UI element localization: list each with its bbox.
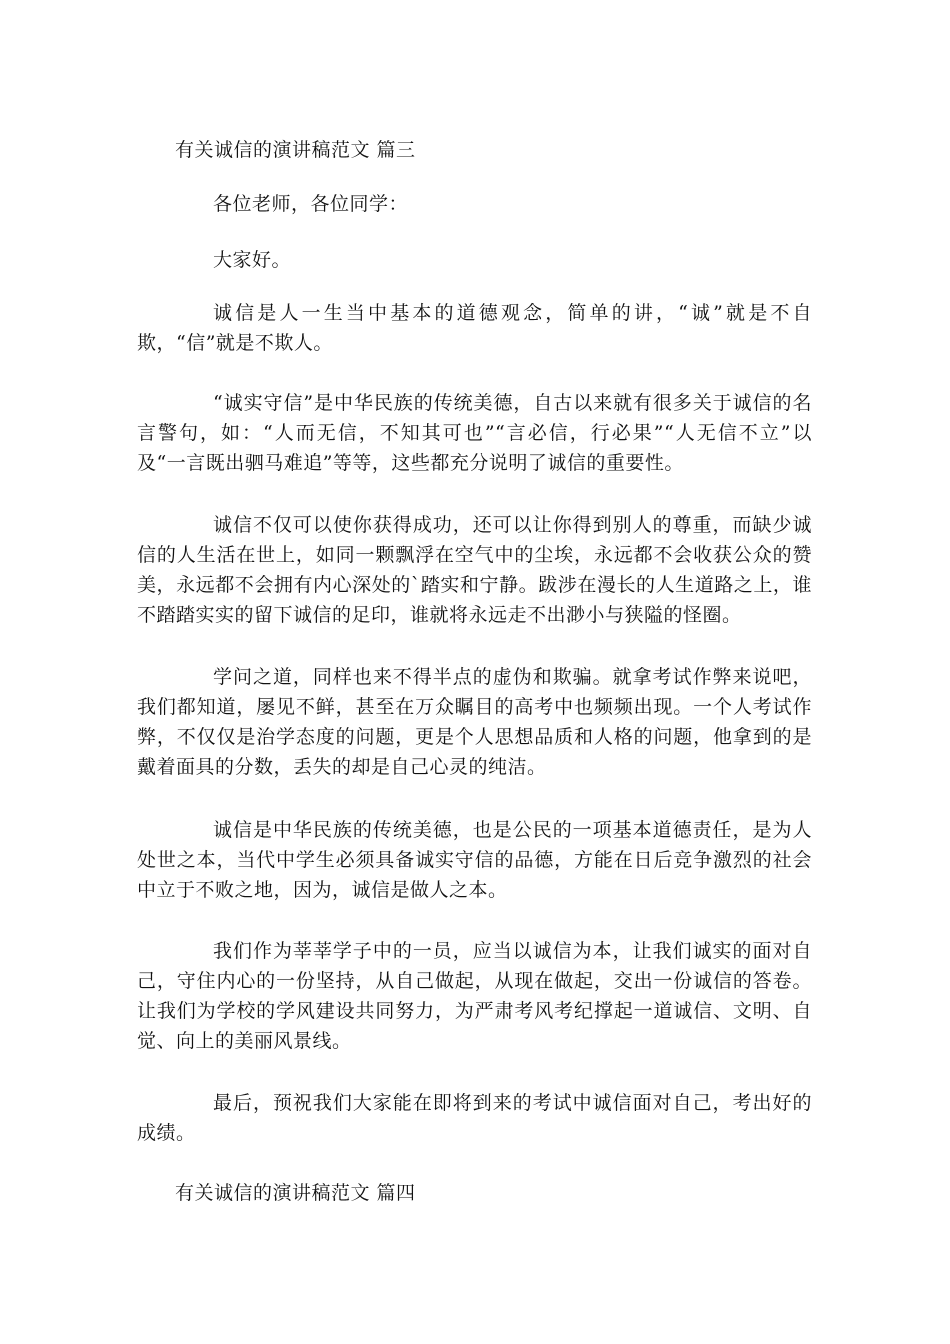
paragraph-tradition: “诚实守信”是中华民族的传统美德，自古以来就有很多关于诚信的名言警句，如：“人而无信，不知其可也”“言必信，行必果”“人无信不立”以及“一言既出驷马难追”等等，这些都充分说明了诚信的重要性。: [137, 392, 812, 474]
paragraph-closing: 最后，预祝我们大家能在即将到来的考试中诚信面对自己，考出好的成绩。: [137, 1092, 812, 1144]
section-heading-3: 有关诚信的演讲稿范文 篇三: [175, 139, 416, 161]
paragraph-greeting: 各位老师，各位同学：: [213, 193, 409, 215]
paragraph-hello: 大家好。: [213, 249, 292, 271]
paragraph-students: 我们作为莘莘学子中的一员，应当以诚信为本，让我们诚实的面对自己，守住内心的一份坚持，从自己做起，从现在做起，交出一份诚信的答卷。让我们为学校的学风建设共同努力，为严肃考风考纪撑起一道诚信、文明、自觉、向上的美丽风景线。: [137, 940, 812, 1052]
paragraph-definition: 诚信是人一生当中基本的道德观念，简单的讲，“诚”就是不自欺，“信”就是不欺人。: [137, 302, 812, 354]
paragraph-learning: 学问之道，同样也来不得半点的虚伪和欺骗。就拿考试作弊来说吧，我们都知道，屡见不鲜，甚至在万众瞩目的高考中也频频出现。一个人考试作弊，不仅仅是治学态度的问题，更是个人思想品质和人格的问题，他拿到的是戴着面具的分数，丢失的却是自己心灵的纯洁。: [137, 666, 812, 778]
section-heading-4: 有关诚信的演讲稿范文 篇四: [175, 1182, 416, 1204]
paragraph-success: 诚信不仅可以使你获得成功，还可以让你得到别人的尊重，而缺少诚信的人生活在世上，如同一颗飘浮在空气中的尘埃，永远都不会收获公众的赞美，永远都不会拥有内心深处的`踏实和宁静。跋涉在漫长的人生道路之上，谁不踏踏实实的留下诚信的足印，谁就将永远走不出渺小与狭隘的怪圈。: [137, 514, 812, 626]
paragraph-virtue: 诚信是中华民族的传统美德，也是公民的一项基本道德责任，是为人处世之本，当代中学生必须具备诚实守信的品德，方能在日后竞争激烈的社会中立于不败之地，因为，诚信是做人之本。: [137, 819, 812, 901]
